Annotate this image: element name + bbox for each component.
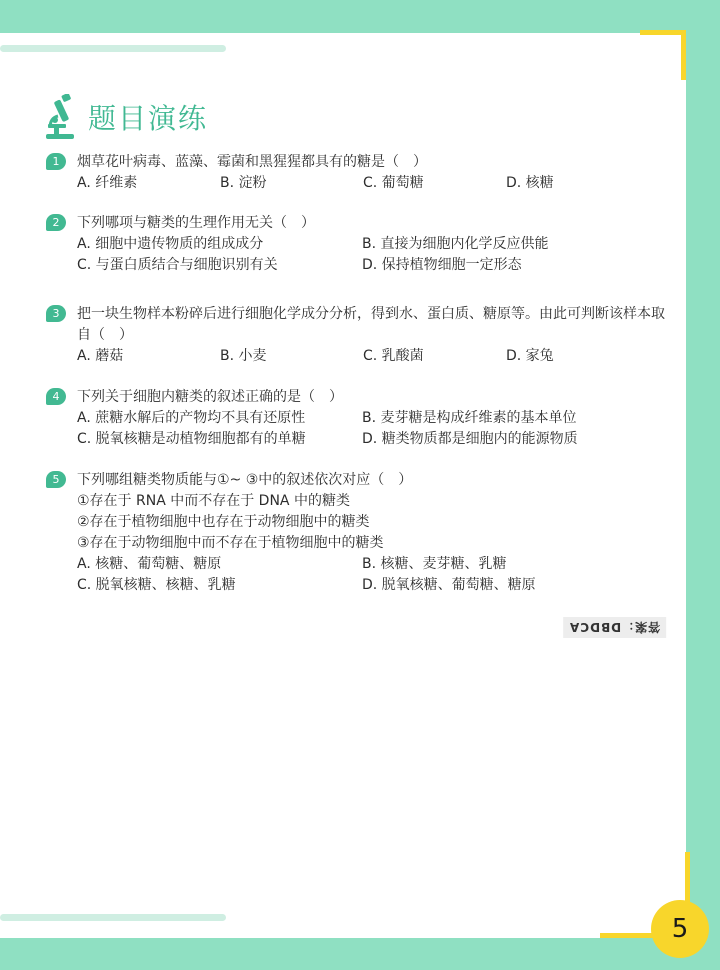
option-d: D. 核糖 bbox=[506, 175, 554, 191]
option-a: A. 核糖、葡萄糖、糖原 bbox=[77, 556, 222, 572]
option-d: D. 脱氧核糖、葡萄糖、糖原 bbox=[362, 577, 536, 593]
option-d: D. 保持植物细胞一定形态 bbox=[362, 257, 522, 273]
section-title: 题目演练 bbox=[88, 102, 209, 135]
option-d: D. 家兔 bbox=[506, 348, 554, 364]
question-number-badge: 1 bbox=[46, 153, 66, 170]
question-stem: 把一块生物样本粉碎后进行细胞化学成分分析，得到水、蛋白质、糖原等。由此可判断该样本取自（ ） bbox=[77, 306, 665, 343]
option-a: A. 细胞中遗传物质的组成成分 bbox=[77, 236, 264, 252]
option-b: B. 淀粉 bbox=[220, 175, 267, 191]
option-c: C. 与蛋白质结合与细胞识别有关 bbox=[77, 257, 278, 273]
question-5 bbox=[46, 470, 676, 596]
option-a: A. 蘑菇 bbox=[77, 348, 124, 364]
question-stem: 下列哪项与糖类的生理作用无关（ ） bbox=[77, 215, 315, 231]
question-number-badge: 3 bbox=[46, 305, 66, 322]
question-stem: 烟草花叶病毒、蓝藻、霉菌和黑猩猩都具有的糖是（ ） bbox=[77, 154, 427, 170]
option-c: C. 脱氧核糖是动植物细胞都有的单糖 bbox=[77, 431, 306, 447]
question-number-badge: 4 bbox=[46, 388, 66, 405]
option-d: D. 糖类物质都是细胞内的能源物质 bbox=[362, 431, 578, 447]
option-c: C. 脱氧核糖、核糖、乳糖 bbox=[77, 577, 236, 593]
option-b: B. 麦芽糖是构成纤维素的基本单位 bbox=[362, 410, 577, 426]
option-a: A. 蔗糖水解后的产物均不具有还原性 bbox=[77, 410, 306, 426]
right-band bbox=[686, 0, 720, 970]
bottom-band bbox=[0, 938, 720, 970]
page-number: 5 bbox=[651, 900, 709, 958]
option-b: B. 小麦 bbox=[220, 348, 267, 364]
statement-2: ②存在于植物细胞中也存在于动物细胞中的糖类 bbox=[77, 514, 370, 530]
option-c: C. 乳酸菌 bbox=[363, 348, 424, 364]
question-stem: 下列哪组糖类物质能与①~ ③中的叙述依次对应（ ） bbox=[77, 472, 413, 488]
microscope-icon bbox=[44, 94, 76, 140]
top-band bbox=[0, 0, 720, 33]
question-2 bbox=[46, 213, 676, 276]
question-1 bbox=[46, 152, 676, 194]
question-number-badge: 5 bbox=[46, 471, 66, 488]
question-stem: 下列关于细胞内糖类的叙述正确的是（ ） bbox=[77, 389, 343, 405]
option-b: B. 核糖、麦芽糖、乳糖 bbox=[362, 556, 507, 572]
statement-3: ③存在于动物细胞中而不存在于植物细胞中的糖类 bbox=[77, 535, 384, 551]
options-grid bbox=[77, 554, 676, 596]
option-b: B. 直接为细胞内化学反应供能 bbox=[362, 236, 549, 252]
options-row bbox=[77, 173, 676, 194]
statement-1: ①存在于 RNA 中而不存在于 DNA 中的糖类 bbox=[77, 493, 350, 509]
top-corner-decor bbox=[640, 30, 686, 80]
question-number-badge: 2 bbox=[46, 214, 66, 231]
options-row bbox=[77, 346, 676, 367]
bottom-decor-line bbox=[0, 914, 226, 921]
option-c: C. 葡萄糖 bbox=[363, 175, 424, 191]
answer-key-upside-down: 答案：DBDCA bbox=[563, 617, 666, 638]
option-a: A. 纤维素 bbox=[77, 175, 138, 191]
options-grid bbox=[77, 234, 676, 276]
top-decor-line bbox=[0, 45, 226, 52]
question-3 bbox=[46, 304, 676, 367]
options-grid bbox=[77, 408, 676, 450]
section-header bbox=[44, 94, 208, 140]
question-4 bbox=[46, 387, 676, 450]
